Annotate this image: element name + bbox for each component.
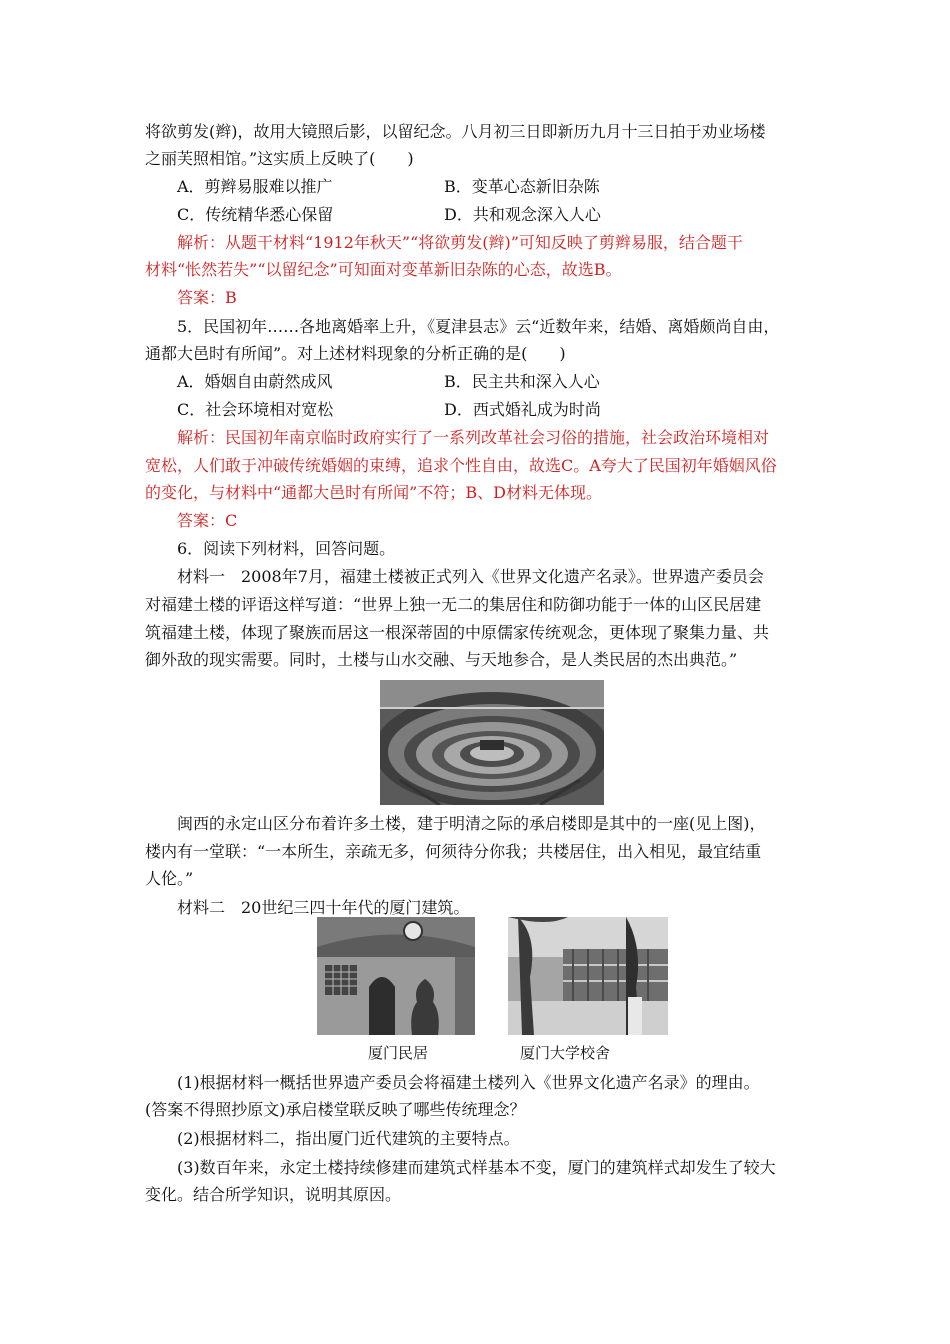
q6-sub3-line1: (3)数百年来，永定土楼持续修建而建筑式样基本不变，厦门的建筑样式却发生了较大	[177, 1158, 776, 1177]
q6-material1b-line2: 楼内有一堂联：“一本所生，亲疏无多，何须待分你我；共楼居住，出入相见，最宜结重	[145, 842, 762, 861]
q4-option-c: C．传统精华悉心保留	[177, 205, 334, 224]
q4-stem-line2: 之丽芙照相馆。”这实质上反映了( )	[145, 149, 414, 168]
xiamen-residence-image	[317, 917, 475, 1035]
q4-answer: 答案：B	[177, 288, 237, 307]
q5-analysis-line3: 的变化，与材料中“通都大邑时有所闻”不符；B、D材料无体现。	[145, 483, 602, 502]
q5-analysis-line1: 解析：民国初年南京临时政府实行了一系列改革社会习俗的措施，社会政治环境相对	[177, 428, 770, 447]
q6-material1b-line1: 闽西的永定山区分布着许多土楼，建于明清之际的承启楼即是其中的一座(见上图)，	[177, 814, 766, 833]
q4-option-a: A．剪辫易服难以推广	[177, 177, 333, 196]
chengqi-tulou-image	[380, 680, 604, 805]
q6-material2: 材料二 20世纪三四十年代的厦门建筑。	[177, 898, 470, 917]
q4-analysis-line2: 材料“怅然若失”“以留纪念”可知面对变革新旧杂陈的心态，故选B。	[145, 260, 622, 279]
q5-stem-line2: 通都大邑时有所闻”。对上述材料现象的分析正确的是( )	[145, 344, 566, 363]
q4-analysis-line1: 解析：从题干材料“1912年秋天”“将欲剪发(辫)”可知反映了剪辫易服，结合题干	[177, 233, 743, 252]
xiamen-university-image	[508, 917, 668, 1035]
tulou-photo	[380, 680, 604, 805]
q6-material1-line4: 御外敌的现实需要。同时，土楼与山水交融、与天地参合，是人类民居的杰出典范。”	[145, 650, 738, 669]
q6-sub1-line2: (答案不得照抄原文)承启楼堂联反映了哪些传统理念？	[145, 1100, 526, 1119]
q4-stem-line1: 将欲剪发(辫)，故用大镜照后影，以留纪念。八月初三日即新历九月十三日拍于劝业场楼	[145, 122, 766, 141]
q4-option-b: B．变革心态新旧杂陈	[444, 177, 600, 196]
q6-sub2: (2)根据材料二，指出厦门近代建筑的主要特点。	[177, 1129, 520, 1148]
q5-stem-line1: 5．民国初年……各地离婚率上升，《夏津县志》云“近数年来，结婚、离婚颇尚自由，	[177, 317, 780, 336]
q5-option-d: D．西式婚礼成为时尚	[444, 400, 601, 419]
q6-sub3-line2: 变化。结合所学知识，说明其原因。	[145, 1185, 402, 1204]
q6-sub1-line1: (1)根据材料一概括世界遗产委员会将福建土楼列入《世界文化遗产名录》的理由。	[177, 1073, 760, 1092]
q5-option-b: B．民主共和深入人心	[444, 372, 600, 391]
xiamen-residence-photo	[317, 917, 475, 1035]
q5-analysis-line2: 宽松，人们敢于冲破传统婚姻的束缚，追求个性自由，故选C。A夸大了民国初年婚姻风俗	[145, 456, 777, 475]
xiamen-university-photo	[508, 917, 668, 1035]
q6-material1-line1: 材料一 2008年7月，福建土楼被正式列入《世界文化遗产名录》。世界遗产委员会	[177, 567, 764, 586]
q6-material1-line3: 筑福建土楼，体现了聚族而居这一根深蒂固的中原儒家传统观念，更体现了聚集力量、共	[145, 623, 770, 642]
caption-xiamen-residence: 厦门民居	[368, 1044, 429, 1062]
q4-option-d: D．共和观念深入人心	[444, 205, 601, 224]
q5-option-a: A．婚姻自由蔚然成风	[177, 372, 333, 391]
q6-intro: 6．阅读下列材料，回答问题。	[177, 539, 396, 558]
q6-material1b-line3: 人伦。”	[145, 869, 194, 888]
q5-answer: 答案：C	[177, 511, 238, 530]
q5-option-c: C．社会环境相对宽松	[177, 400, 334, 419]
q6-material1-line2: 对福建土楼的评语这样写道：“世界上独一无二的集居住和防御功能于一体的山区民居建	[145, 595, 762, 614]
caption-xiamen-university: 厦门大学校舍	[520, 1044, 611, 1062]
